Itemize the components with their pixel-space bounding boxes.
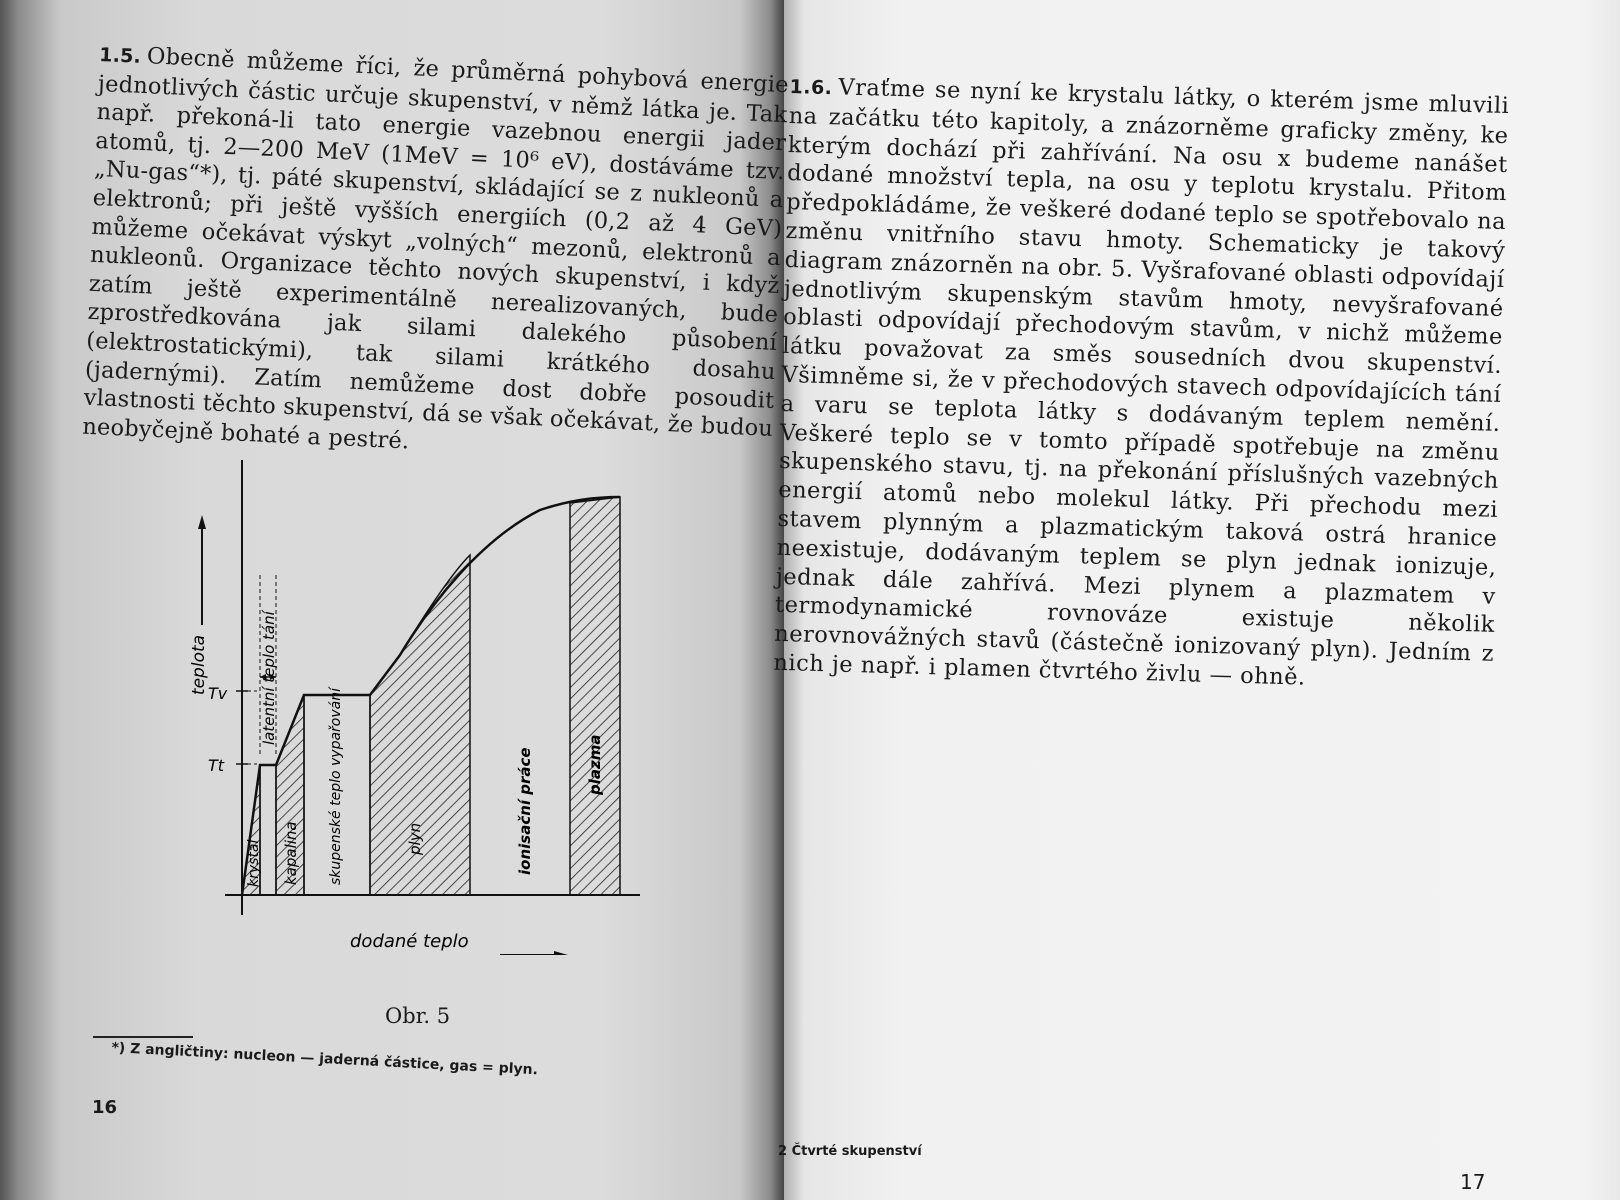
- label-krystal: krystal: [246, 839, 262, 887]
- left-paragraph: Obecně můžeme říci, že průměrná pohybová energie jednotlivých částic určuje skupenství, v němž látka je. Tak např. překoná-li tato energie vazebnou energii jader atomů, tj. 2—200 MeV (1MeV = 10⁶ eV), dostáváme tzv. „Nu-gas“*), tj. páté skupenství, skládající se z nukleonů a elektronů; při ještě vyšších energiích (0,2 až 4 GeV) můžeme očekávat výskyt „volných“ mezonů, elektronů a nukleonů. Organizace těchto nových skupenství, i když zatím ještě experimentálně nerealizovaných, bude zprostředkována jak silami dalekého působení (elektrostatickými), tak silami krátkého dosahu (jadernými). Zatím nemůžeme dost dobře posoudit vlastnosti těchto skupenství, dá se však očekávat, že budou neobyčejně bohaté a pestré.: [81, 43, 790, 455]
- section-number-1-5: 1.5.: [98, 43, 142, 68]
- y-axis-label: teplota: [189, 634, 209, 696]
- phase-diagram-svg: [180, 455, 660, 955]
- tick-tv: Tv: [208, 684, 228, 703]
- y-arrow-head: [198, 515, 206, 529]
- printer-signature: 2 Čtvrté skupenství: [778, 1144, 922, 1159]
- tick-tt: Tt: [208, 756, 225, 775]
- label-plyn: plyn: [406, 822, 424, 855]
- figure-caption: Obr. 5: [385, 1004, 451, 1028]
- right-paragraph-block: [773, 72, 1510, 698]
- label-ionisacni: ionisační práce: [516, 747, 534, 875]
- region-plazma-shape: [570, 497, 620, 895]
- latent-heat-label: latentní teplo tání: [260, 611, 278, 745]
- footnote: *) Z angličtiny: nucleon — jaderná částice, gas = plyn.: [111, 1040, 539, 1079]
- phase-diagram-figure: [180, 455, 660, 955]
- x-arrow-head: [554, 951, 568, 955]
- page-number-right: 17: [1460, 1170, 1486, 1194]
- label-kapalina: kapalina: [282, 821, 300, 885]
- footnote-rule: [93, 1036, 193, 1038]
- label-skupenske: skupenské teplo vypařování: [328, 688, 344, 885]
- page-number-left: 16: [92, 1097, 118, 1118]
- region-melting-shape: [260, 765, 276, 895]
- right-paragraph: Vraťme se nyní ke krystalu látky, o kterém jsme mluvili na začátku této kapitoly, a znázorněme graficky změny, ke kterým dochází při zahřívání. Na osu x budeme nanášet dodané množství tepla, na osu y teplotu krystalu. Přitom předpokládáme, že veškeré dodané teplo se spotřebovalo na změnu vnitřního stavu hmoty. Schematicky je takový diagram znázorněn na obr. 5. Vyšrafované oblasti odpovídají jednotlivým skupenským stavům hmoty, nevyšrafované oblasti odpovídají přechodovým stavům, v nichž můžeme látku považovat za směs sousedních dvou skupenství. Všimněme si, že v přechodových stavech odpovídajících tání a varu se teplota látky s dodávaným teplem nemění. Veškeré teplo se v tomto případě spotřebuje na změnu skupenského stavu, tj. na překonání příslušných vazebných energií atomů nebo molekul látky. Při přechodu mezi stavem plynným a plazmatickým taková ostrá hranice neexistuje, dodávaným teplem se plyn jednak ionizuje, jednak dále zahřívá. Mezi plynem a plazmatem v termodynamické rovnováze existuje několik nerovnovážných stavů (částečně ionizovaný plyn). Jedním z nich je např. i plamen čtvrtého živlu — ohně.: [773, 74, 1510, 691]
- left-paragraph-block: [82, 40, 789, 472]
- section-number-1-6: 1.6.: [789, 75, 833, 100]
- label-plazma: plazma: [586, 734, 604, 795]
- x-axis-label: dodané teplo: [350, 931, 469, 952]
